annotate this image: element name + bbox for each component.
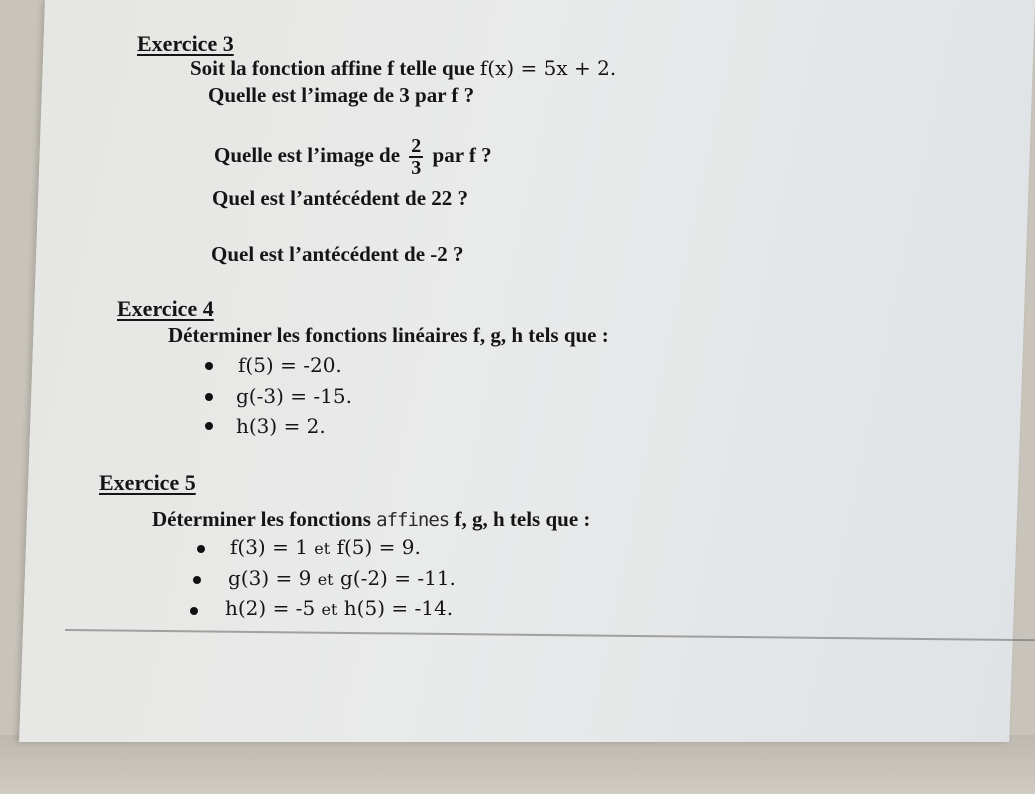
exercise-4-item-f: f(5) = -20.: [238, 353, 342, 377]
question-2-before: Quelle est l’image de: [214, 142, 406, 167]
item-g-condition-2: g(-2) = -11.: [339, 566, 456, 590]
exercise-3-question-4: Quel est l’antécédent de -2 ?: [211, 242, 464, 266]
desk-background: [0, 735, 1035, 794]
exercise-3-statement: [190, 56, 616, 80]
bullet-icon: [190, 607, 198, 615]
bullet-icon: [197, 545, 205, 553]
item-g-condition-1: g(3) = 9: [228, 566, 312, 590]
exercise-3-question-3: Quel est l’antécédent de 22 ?: [212, 186, 469, 210]
connector-et: et: [317, 570, 334, 589]
exercise-4-intro: Déterminer les fonctions linéaires f, g, h tels que :: [168, 323, 609, 347]
bullet-icon: [205, 422, 213, 430]
exercise-4-title: Exercice 4: [117, 296, 214, 321]
bullet-icon: [205, 393, 213, 401]
bullet-icon: [193, 576, 201, 584]
fraction-two-thirds: [409, 136, 423, 178]
exercise-5-title: Exercice 5: [99, 470, 196, 495]
item-h-condition-1: h(2) = -5: [225, 596, 316, 620]
exercise-5-item-h: [225, 596, 453, 622]
item-f-condition-1: f(3) = 1: [230, 535, 308, 559]
item-h-condition-2: h(5) = -14.: [343, 596, 454, 620]
connector-et: et: [314, 539, 331, 558]
exercise-3-question-2: [214, 136, 492, 178]
exercise-4-item-g: g(-3) = -15.: [236, 384, 352, 408]
item-f-condition-2: f(5) = 9.: [336, 535, 421, 559]
fraction-denominator: 3: [411, 157, 422, 179]
exercise-3-question-1: Quelle est l’image de 3 par f ?: [208, 83, 475, 107]
handwritten-word-affines: affines: [376, 509, 450, 531]
exercise-3-intro: Soit la fonction affine f telle que: [190, 56, 480, 80]
connector-et: et: [321, 600, 338, 619]
function-f-definition: f(x) = 5x + 2.: [479, 56, 617, 80]
exercise-5-item-g: [228, 566, 456, 592]
exercise-4-item-h: h(3) = 2.: [236, 414, 326, 438]
exercise-5-intro-before: Déterminer les fonctions: [152, 507, 377, 531]
exercise-5-intro-after: f, g, h tels que :: [449, 507, 591, 531]
fraction-numerator: 2: [411, 135, 422, 157]
exercise-5-item-f: [230, 535, 421, 561]
exercise-3-title: Exercice 3: [137, 31, 234, 56]
bullet-icon: [205, 362, 213, 370]
exercise-5-intro: [152, 507, 590, 532]
question-2-after: par f ?: [427, 142, 492, 167]
